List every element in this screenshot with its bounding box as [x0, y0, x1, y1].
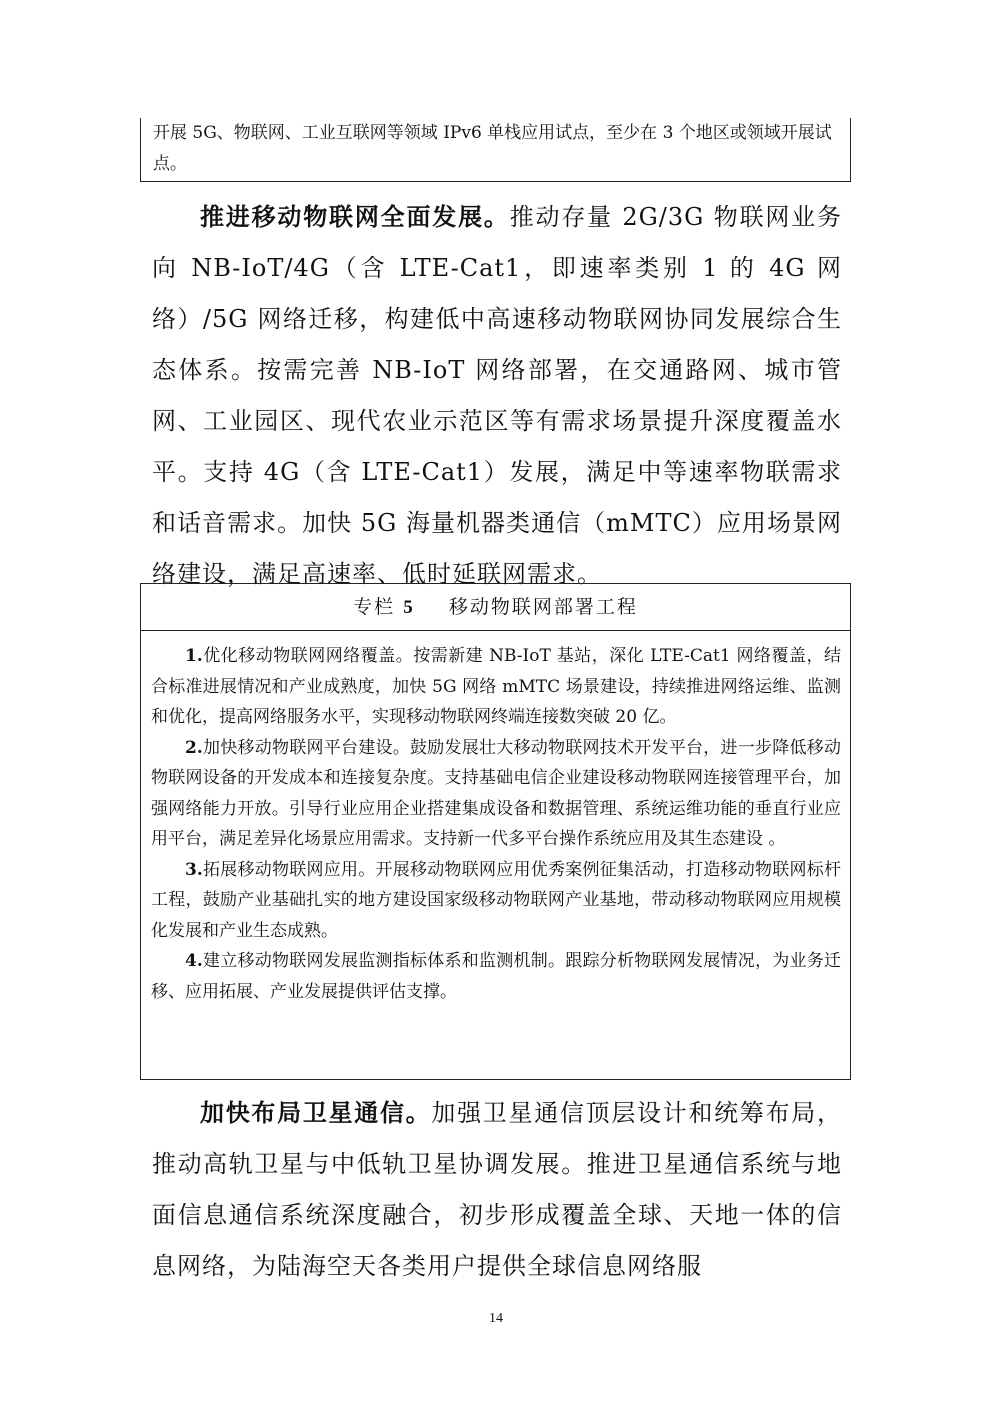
- column-item: [151, 855, 841, 947]
- paragraph-body: 加强卫星通信顶层设计和统筹布局，推动高轨卫星与中低轨卫星协调发展。推进卫星通信系统与地面信息通信系统深度融合，初步形成覆盖全球、天地一体的信息网络，为陆海空天各类用户提供全球信息网络服: [152, 1099, 842, 1280]
- column-item: [151, 733, 841, 855]
- item-text: 开展移动物联网应用优秀案例征集活动，打造移动物联网标杆工程，鼓励产业基础扎实的地方建设国家级移动物联网产业基地，带动移动物联网应用规模化发展和产业生态成熟。: [151, 859, 841, 941]
- item-number: 4.: [185, 951, 203, 971]
- item-text: 按需新建 NB-IoT 基站，深化 LTE-Cat1 网络覆盖，结合标准进展情况和产业成熟度，加快 5G 网络 mMTC 场景建设，持续推进网络运维、监测和优化，提高网络服务水平，实现移动物联网终端连接数突破 20 亿。: [151, 646, 841, 727]
- column-title-prefix: 专栏: [353, 596, 396, 618]
- column-body: [141, 631, 850, 1007]
- item-number: 1.: [185, 646, 203, 666]
- paragraph-mobile-iot: [152, 192, 842, 600]
- item-text: 鼓励发展壮大移动物联网技术开发平台，进一步降低移动物联网设备的开发成本和连接复杂度。支持基础电信企业建设移动物联网连接管理平台，加强网络能力开放。引导行业应用企业搭建集成设备和数据管理、系统运维功能的垂直行业应用平台，满足差异化场景应用需求。支持新一代多平台操作系统应用及其生态建设 。: [151, 737, 841, 849]
- paragraph-body: 推动存量 2G/3G 物联网业务向 NB-IoT/4G（含 LTE-Cat1，即速率类别 1 的 4G 网络）/5G 网络迁移，构建低中高速移动物联网协同发展综合生态体系。按需完善 NB-IoT 网络部署，在交通路网、城市管网、工业园区、现代农业示范区等有需求场景提升深度覆盖水平。支持 4G（含 LTE-Cat1）发展，满足中等速率物联需求和话音需求。加快 5G 海量机器类通信（mMTC）应用场景网络建设，满足高速率、低时延联网需求。: [152, 203, 843, 588]
- column-item: [151, 641, 841, 733]
- paragraph-lead: 加快布局卫星通信。: [200, 1099, 432, 1127]
- paragraph-lead: 推进移动物联网全面发展。: [200, 203, 510, 231]
- item-title: 优化移动物联网网络覆盖。: [202, 646, 414, 666]
- column-title: [141, 584, 850, 631]
- item-text: 跟踪分析物联网发展情况，为业务迁移、应用拓展、产业发展提供评估支撑。: [151, 951, 841, 1002]
- item-title: 加快移动物联网平台建设。: [202, 737, 410, 758]
- column-title-number: 5: [403, 597, 415, 618]
- column-item: [151, 946, 841, 1007]
- paragraph-satellite: [152, 1088, 842, 1292]
- continued-notice-box: [140, 118, 851, 182]
- notice-text: 开展 5G、物联网、工业互联网等领域 IPv6 单栈应用试点，至少在 3 个地区或领域开展试点。: [153, 123, 832, 174]
- column-box-5: [140, 583, 851, 1080]
- item-title: 建立移动物联网发展监测指标体系和监测机制。: [202, 951, 566, 971]
- item-number: 3.: [185, 859, 203, 880]
- item-number: 2.: [185, 737, 203, 758]
- page-number: 14: [489, 1311, 503, 1326]
- column-title-text: 移动物联网部署工程: [448, 596, 638, 618]
- item-title: 拓展移动物联网应用。: [202, 859, 376, 880]
